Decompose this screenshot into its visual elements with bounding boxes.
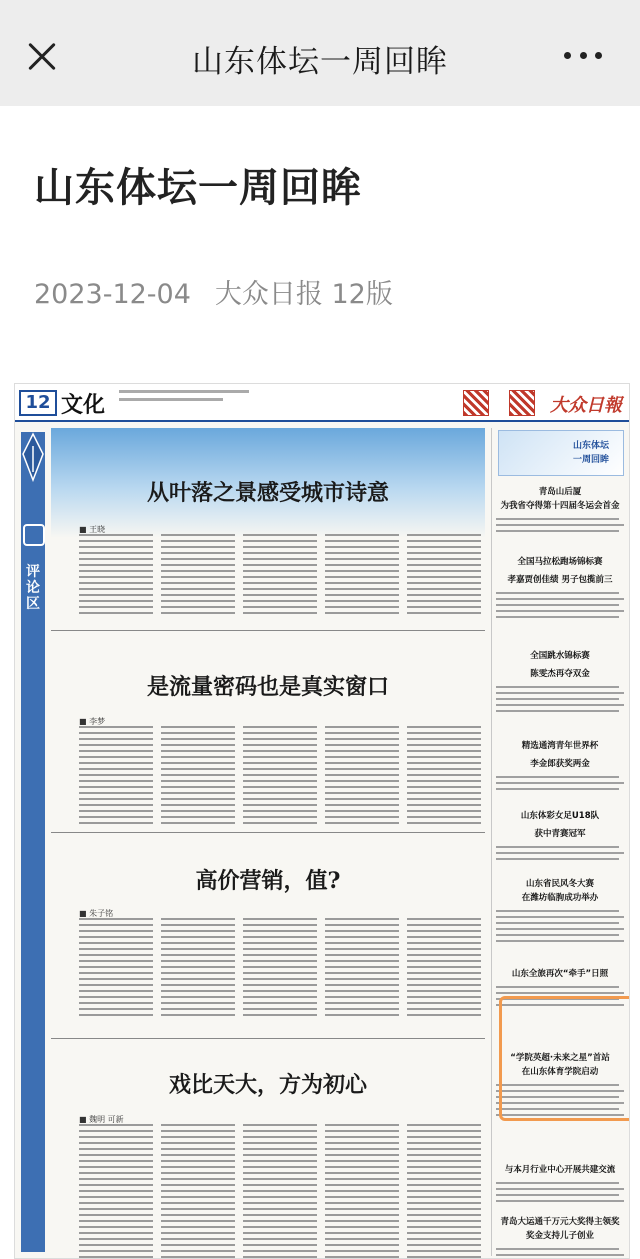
nav-title: 山东体坛一周回眸 [192,44,448,80]
sidebar-item-head: 与本月行业中心开展共建交流 [504,1165,616,1175]
sidebar-item-head: 山东体彩女足U18队 [520,811,600,821]
headline-1: 从叶落之景感受城市诗意 [146,480,389,506]
article-columns [79,918,481,1020]
sidebar-item-head: 全国马拉松跑场锦标赛 [517,557,603,567]
page-info-lines [119,390,249,406]
article-meta [34,272,393,311]
byline: ■ 朱子铭 [79,909,114,918]
sidebar-item-sub: 孝嘉贾创佳绩 男子包揽前三 [507,575,613,585]
sidebar-item [496,486,624,536]
byline: ■ 王晓 [79,525,106,534]
sidebar-item-head: “学院英超·未来之星”首站 [510,1053,610,1063]
divider [51,832,485,833]
sidebar-item-head: 山东省民风冬大赛 [525,879,594,889]
sidebar-item-sub: 获中青赛冠军 [534,829,586,839]
sidebar-item-sub: 为我省夺得第十四届冬运会首金 [500,501,620,511]
comment-icon [23,524,45,546]
nav-bar [0,0,640,106]
article-source[interactable]: 大众日报 12版 [214,279,393,310]
article-columns [79,1124,481,1259]
more-dots-icon[interactable] [558,40,608,70]
sidebar-item-head: 青岛大运通千万元大奖得主领奖 [500,1217,620,1227]
fountain-pen-icon [17,432,49,482]
divider [51,1038,485,1039]
headline-3: 高价营销，值? [195,868,341,894]
byline: ■ 魏明 可新 [79,1115,124,1124]
divider [51,630,485,631]
sidebar-item-sub: 奖金支持儿子创业 [525,1231,594,1241]
page-number: 12 [19,390,57,416]
sidebar-item-sub: 在山东体育学院启动 [521,1067,599,1077]
sidebar-item-head: 青岛山后厦 [538,487,582,497]
sidebar-item-head: 全国跳水锦标赛 [530,651,590,661]
newspaper-logo: 大众日報 [550,395,622,416]
sidebar-banner-text: 山东体坛 一周回眸 [572,441,609,465]
sidebar-item-sub: 李金郎获奖两金 [530,759,590,769]
sidebar-item-sub: 陈雯杰再夺双金 [530,669,590,679]
side-label: 评论区 [26,564,40,612]
sidebar-item [496,1216,624,1259]
article-date: 2023-12-04 [34,279,191,310]
sidebar-banner [498,430,624,476]
sidebar-item-head: 精选通湾青年世界杯 [521,741,599,751]
sidebar-item [496,740,624,794]
sidebar-item [496,810,624,864]
sidebar-item [496,650,624,716]
page-section: 文化 [61,392,106,418]
qr-code-icon [463,390,489,416]
sidebar-item-sub: 在潍坊临朐成功举办 [521,893,599,903]
article-columns [79,726,481,828]
sidebar-item [496,1164,624,1206]
headline-2: 是流量密码也是真实窗口 [146,674,389,700]
newspaper-header [15,384,630,422]
headline-4: 戏比天大，方为初心 [168,1072,367,1098]
highlight-box [499,996,630,1121]
side-rail [21,432,45,1252]
qr-code-icon [509,390,535,416]
newspaper-page-image[interactable] [14,383,630,1259]
sidebar-item-head: 山东全旅再次“牵手”日照 [511,969,609,979]
sidebar-item [496,556,624,622]
article-columns [79,534,481,618]
article-title: 山东体坛一周回眸 [34,165,362,211]
byline: ■ 李梦 [79,717,106,726]
sidebar-item [496,878,624,946]
close-icon[interactable] [22,36,62,76]
sports-sidebar [491,428,627,1256]
